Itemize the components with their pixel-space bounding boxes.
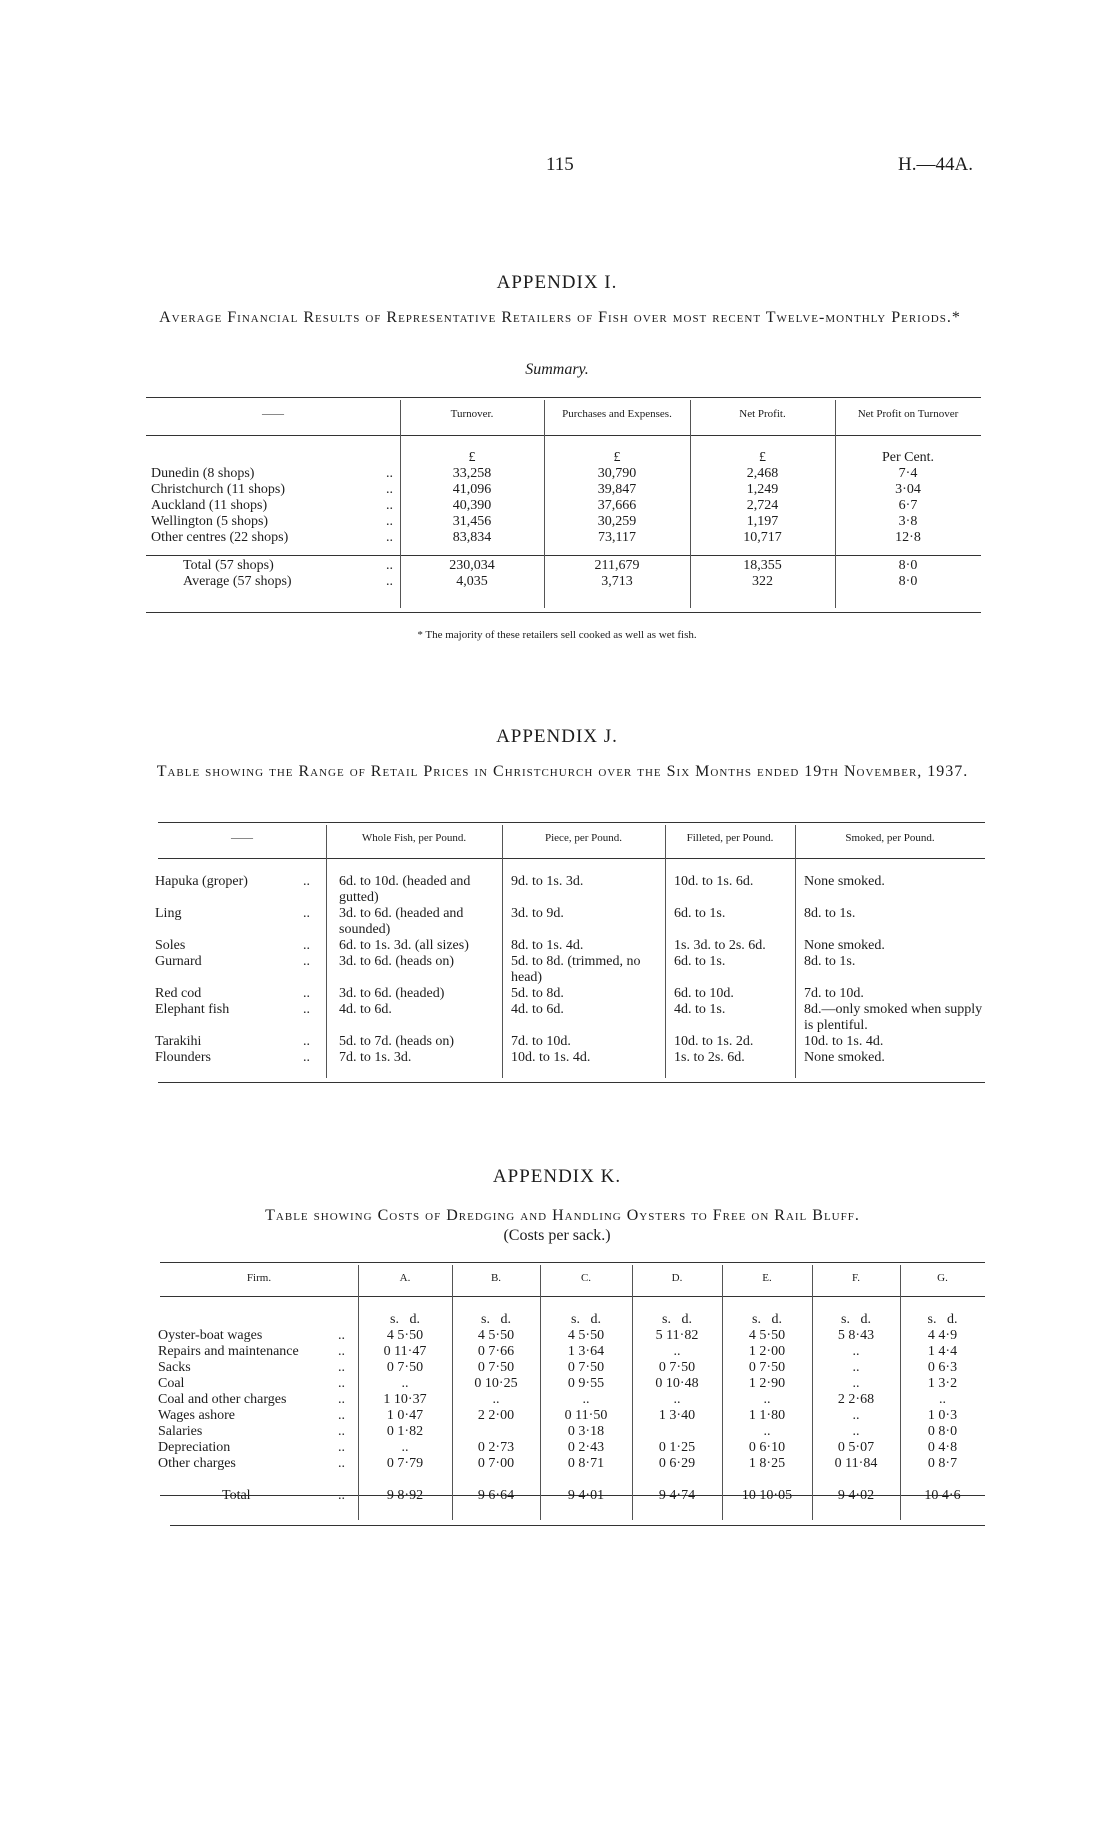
table-row: Depreciation .. .. 0 2·73 0 2·43 0 1·25 0 6·10 0 5·07 0 4·8	[158, 1440, 958, 1455]
total-row: Total .. 9 8·92 9 6·64 9 4·01 9 4·74 10 10·05 9 4·02 10 4·6	[222, 1488, 961, 1503]
table-bottom-rule	[146, 612, 981, 613]
table-row: Flounders .. 7d. to 1s. 3d. 10d. to 1s. 4d. 1s. to 2s. 6d. None smoked.	[155, 1050, 885, 1065]
table-row: Coal and other charges .. 1 10·37 .. .. .. .. 2 2·68 ..	[158, 1392, 946, 1407]
appendix-j-subtitle: Table showing the Range of Retail Prices in Christchurch over the Six Months ended 19th November, 1937.	[156, 763, 969, 780]
table-row: Dunedin (8 shops) .. 33,258 30,790 2,468 7·4	[151, 466, 918, 481]
appendix-j-title: APPENDIX J.	[496, 726, 618, 747]
table-row: Wages ashore .. 1 0·47 2 2·00 0 11·50 1 3·40 1 1·80 .. 1 0·3	[158, 1408, 958, 1423]
header-rule	[146, 435, 981, 436]
page-number: 115	[546, 154, 574, 175]
appendix-k-title: APPENDIX K.	[492, 1166, 622, 1187]
appendix-i-caption: Summary.	[525, 361, 589, 378]
appendix-i-body	[151, 450, 981, 590]
appendix-k-subtitle-2: (Costs per sack.)	[503, 1227, 611, 1244]
table-row: Repairs and maintenance .. 0 11·47 0 7·66 1 3·64 .. 1 2·00 .. 1 4·4	[158, 1344, 958, 1359]
col-header-purchases: Purchases and Expenses.	[562, 408, 672, 420]
col-header-a: A.	[399, 1272, 411, 1284]
table-row: Soles .. 6d. to 1s. 3d. (all sizes) 8d. to 1s. 4d. 1s. 3d. to 2s. 6d. None smoked.	[155, 938, 885, 953]
col-header-g: G.	[937, 1272, 948, 1284]
units-row: s. d. s. d. s. d. s. d. s. d. s. d. s. d.	[390, 1312, 958, 1327]
table-row: Coal .. .. 0 10·25 0 9·55 0 10·48 1 2·90 .. 1 3·2	[158, 1376, 958, 1391]
col-header-d: D.	[671, 1272, 683, 1284]
average-row: Average (57 shops) .. 4,035 3,713 322 8·0	[183, 574, 918, 589]
col-header-e: E.	[762, 1272, 772, 1284]
col-header-smoked: Smoked, per Pound.	[845, 832, 935, 844]
col-header-blank: ——	[262, 408, 284, 420]
total-row: Total (57 shops) .. 230,034 211,679 18,355 8·0	[183, 558, 918, 573]
table-row: Wellington (5 shops) .. 31,456 30,259 1,197 3·8	[151, 514, 918, 529]
appendix-i-subtitle: Average Financial Results of Representative Retailers of Fish over most recent Twelve-monthly Periods.*	[159, 309, 961, 326]
table-row: Oyster-boat wages .. 4 5·50 4 5·50 4 5·50 5 11·82 4 5·50 5 8·43 4 4·9	[158, 1328, 958, 1343]
table-row: Other charges .. 0 7·79 0 7·00 0 8·71 0 6·29 1 8·25 0 11·84 0 8·7	[158, 1456, 958, 1471]
col-header-firm: Firm.	[246, 1272, 272, 1284]
table-row: Other centres (22 shops) .. 83,834 73,117 10,717 12·8	[151, 530, 921, 545]
document-reference: H.—44A.	[898, 154, 973, 175]
table-top-rule	[146, 397, 981, 398]
table-row: Tarakihi .. 5d. to 7d. (heads on) 7d. to 10d. 10d. to 1s. 2d. 10d. to 1s. 4d.	[155, 1034, 884, 1049]
appendix-j-body	[155, 874, 983, 1066]
table-row: Auckland (11 shops) .. 40,390 37,666 2,724 6·7	[151, 498, 918, 513]
units-row: £ £ £ Per Cent.	[468, 450, 935, 465]
col-header-piece: Piece, per Pound.	[545, 832, 622, 844]
appendix-i-footnote: * The majority of these retailers sell cooked as well as wet fish.	[417, 629, 697, 641]
appendix-i-title: APPENDIX I.	[496, 272, 618, 293]
col-header-f: F.	[852, 1272, 860, 1284]
table-row: Ling .. 3d. to 6d. (headed and sounded) 3d. to 9d. 6d. to 1s. 8d. to 1s.	[155, 906, 856, 937]
table-row: Red cod .. 3d. to 6d. (headed) 5d. to 8d. 6d. to 10d. 7d. to 10d.	[155, 986, 864, 1001]
table-row: Elephant fish .. 4d. to 6d. 4d. to 6d. 4d. to 1s. 8d.—only smoked when supply is plentiful.	[155, 1002, 983, 1033]
col-header-net-profit: Net Profit.	[739, 408, 786, 420]
col-header-net-profit-on-turnover: Net Profit on Turnover	[857, 408, 959, 420]
col-header-c: C.	[580, 1272, 592, 1284]
col-header-blank: ——	[231, 832, 253, 844]
appendix-k-subtitle: Table showing Costs of Dredging and Handling Oysters to Free on Rail Bluff.	[265, 1207, 860, 1224]
col-header-b: B.	[490, 1272, 502, 1284]
col-header-turnover: Turnover.	[450, 408, 494, 420]
table-row: Hapuka (groper) .. 6d. to 10d. (headed and gutted) 9d. to 1s. 3d. 10d. to 1s. 6d. None smoked.	[155, 874, 885, 905]
table-row: Salaries .. 0 1·82 0 3·18 .. .. 0 8·0	[158, 1424, 958, 1439]
table-row: Gurnard .. 3d. to 6d. (heads on) 5d. to 8d. (trimmed, no head) 6d. to 1s. 8d. to 1s.	[155, 954, 856, 985]
col-header-filleted: Filleted, per Pound.	[686, 832, 774, 844]
table-row: Christchurch (11 shops) .. 41,096 39,847 1,249 3·04	[151, 482, 921, 497]
appendix-k-body	[158, 1312, 985, 1504]
col-header-whole-fish: Whole Fish, per Pound.	[361, 832, 467, 844]
table-row: Sacks .. 0 7·50 0 7·50 0 7·50 0 7·50 0 7·50 .. 0 6·3	[158, 1360, 958, 1375]
